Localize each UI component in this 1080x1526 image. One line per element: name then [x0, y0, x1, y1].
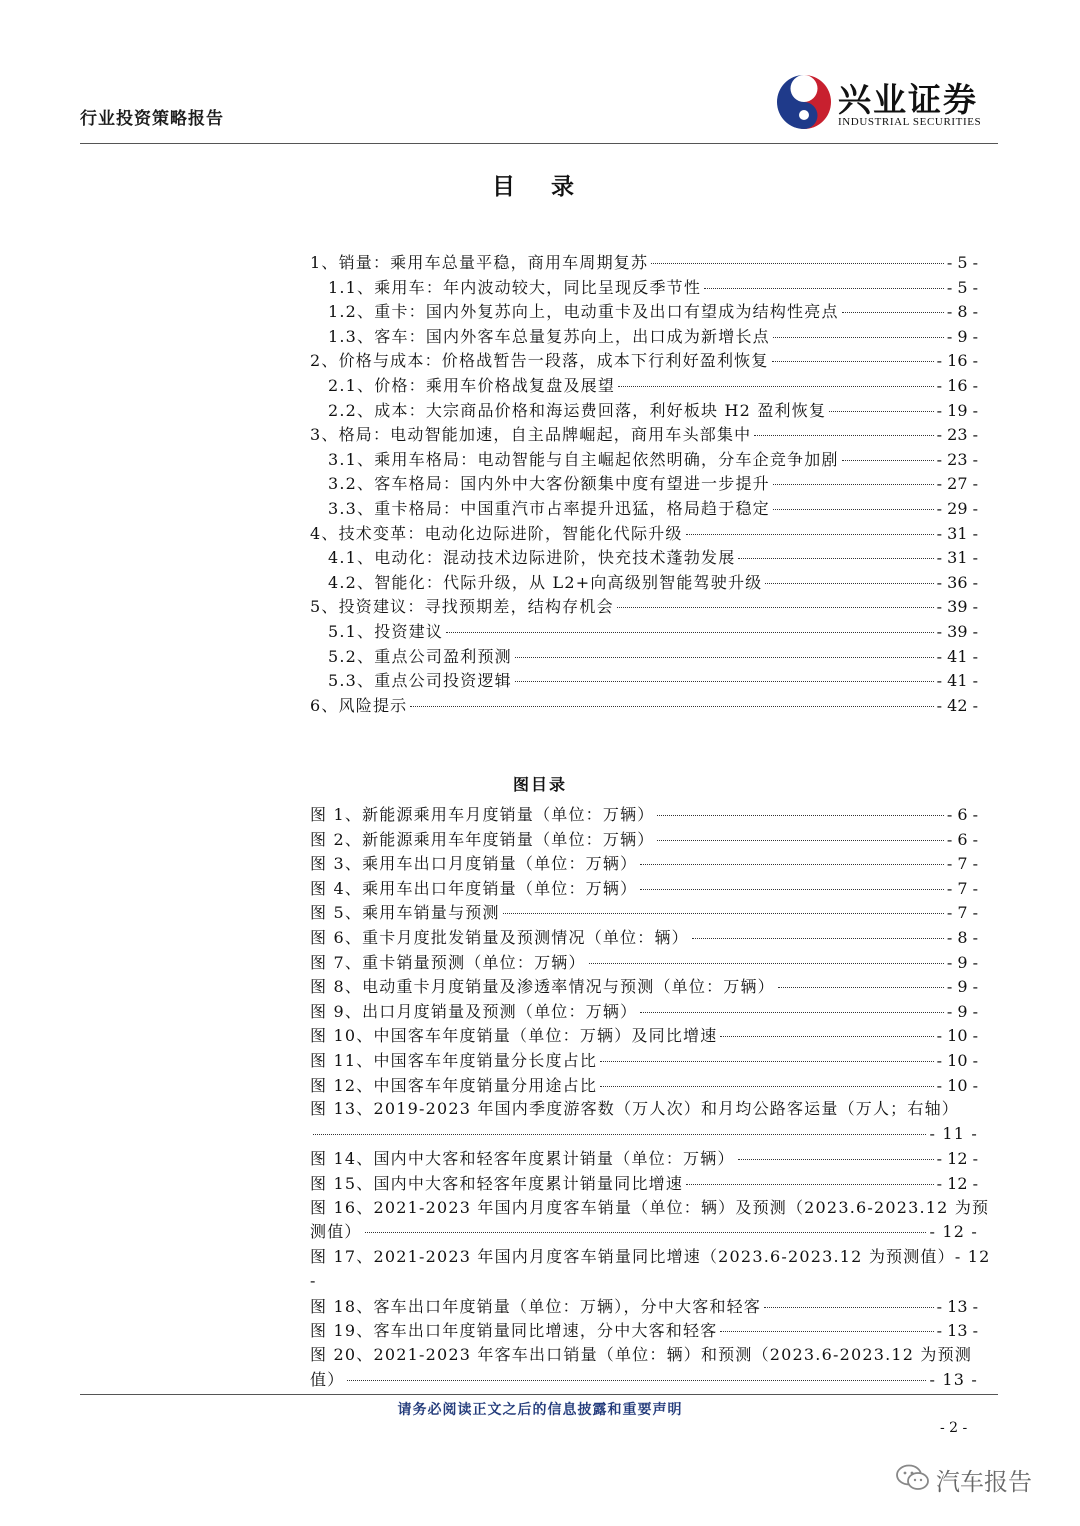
figure-entry-page: - 13 -: [929, 1369, 978, 1389]
figure-entry-page: - 7 -: [946, 878, 978, 898]
dot-leader: [842, 460, 934, 461]
toc-entry[interactable]: [310, 471, 978, 496]
figure-entry-page: - 7 -: [946, 903, 978, 923]
toc-entry[interactable]: [310, 570, 978, 595]
figure-entry[interactable]: [310, 1196, 990, 1245]
figure-entry-title: 图 1、新能源乘用车月度销量（单位：万辆）: [310, 805, 655, 824]
dot-leader: [754, 435, 933, 436]
toc-entry-title: 3.1、乘用车格局：电动智能与自主崛起依然明确，分车企竞争加剧: [328, 449, 839, 469]
figure-entry-title: 图 8、电动重卡月度销量及渗透率情况与预测（单位：万辆）: [310, 977, 775, 997]
figure-entry-title: 图 14、国内中大客和轻客年度累计销量（单位：万辆）: [310, 1149, 735, 1169]
company-logo: [776, 72, 996, 134]
dot-leader: [600, 1061, 934, 1062]
figure-entry-title-cont: 测值）: [310, 1222, 362, 1242]
dot-leader: [778, 987, 944, 988]
figure-entry-title: 图 6、重卡月度批发销量及预测情况（单位：辆）: [310, 927, 689, 947]
toc-entry-title: 5.3、重点公司投资逻辑: [328, 671, 512, 691]
toc-entry-title: 3.2、客车格局：国内外中大客份额集中度有望进一步提升: [328, 474, 770, 494]
dot-leader: [618, 386, 934, 387]
toc-entry-title: 3.3、重卡格局：中国重汽市占率提升迅猛，格局趋于稳定: [328, 498, 770, 518]
toc-entry[interactable]: [310, 299, 978, 324]
figure-entry-title: 图 16、2021-2023 年国内月度客车销量（单位：辆）及预测（2023.6-2023.12 为预: [310, 1197, 990, 1217]
toc-entry-page: - 29 -: [936, 498, 978, 518]
dot-leader: [773, 337, 944, 338]
dot-leader: [640, 864, 944, 865]
figure-entry[interactable]: [310, 851, 978, 876]
toc-entry[interactable]: [310, 373, 978, 398]
dot-leader: [686, 1184, 934, 1185]
figure-entry[interactable]: [310, 1048, 978, 1073]
dot-leader: [686, 534, 934, 535]
toc-entry-title: 1.3、客车：国内外客车总量复苏向上，出口成为新增长点: [328, 326, 770, 346]
dot-leader: [365, 1232, 927, 1233]
figure-entry-title: 图 19、客车出口年度销量同比增速，分中大客和轻客: [310, 1321, 718, 1341]
toc-entry-title: 5.2、重点公司盈利预测: [328, 646, 512, 666]
toc-entry[interactable]: [310, 496, 978, 521]
figure-entry[interactable]: [310, 802, 978, 827]
figure-entry-page: - 10 -: [936, 1050, 978, 1070]
dot-leader: [657, 815, 943, 816]
toc-entry-page: - 8 -: [946, 302, 978, 322]
figure-entry-page: - 8 -: [946, 927, 978, 947]
figure-entry-title: 图 9、出口月度销量及预测（单位：万辆）: [310, 1001, 638, 1021]
dot-leader: [773, 509, 934, 510]
figure-list: [310, 802, 991, 1392]
dot-leader: [589, 963, 944, 964]
toc-entry-title: 2.1、价格：乘用车价格战复盘及展望: [328, 375, 616, 395]
dot-leader: [515, 681, 934, 682]
figure-entry[interactable]: [310, 1343, 978, 1392]
dot-leader: [738, 558, 933, 559]
figure-entry-page: - 12 -: [936, 1173, 978, 1193]
toc-entry[interactable]: [310, 422, 978, 447]
figure-entry-continuation: [310, 1368, 978, 1393]
figure-entry[interactable]: [310, 925, 978, 950]
wechat-icon: [896, 1464, 930, 1492]
dot-leader: [720, 1331, 933, 1332]
figure-entry-title: 图 4、乘用车出口年度销量（单位：万辆）: [310, 878, 638, 898]
toc-entry-title: 4.1、电动化：混动技术边际进阶，快充技术蓬勃发展: [328, 548, 736, 568]
dot-leader: [617, 607, 934, 608]
toc-entry-page: - 41 -: [936, 646, 978, 666]
dot-leader: [738, 1159, 934, 1160]
figure-entry-page: - 9 -: [946, 977, 978, 997]
toc-entry[interactable]: [310, 693, 978, 718]
toc-entry-page: - 5 -: [946, 253, 978, 272]
dot-leader: [829, 411, 934, 412]
toc-entry[interactable]: [310, 324, 978, 349]
logo-english-name: INDUSTRIAL SECURITIES: [838, 116, 982, 128]
dot-leader: [720, 1036, 933, 1037]
dot-leader: [640, 889, 944, 890]
figure-entry[interactable]: [310, 999, 978, 1024]
dot-leader: [446, 632, 934, 633]
toc-entry[interactable]: [310, 644, 978, 669]
toc-entry[interactable]: [310, 447, 978, 472]
page-number: - 2 -: [940, 1420, 968, 1436]
figure-entry-title-cont: -: [310, 1271, 317, 1291]
toc-entry-page: - 36 -: [936, 572, 978, 592]
toc-entry[interactable]: [310, 250, 978, 275]
dot-leader: [515, 657, 934, 658]
figure-list-title: 图目录: [512, 775, 567, 794]
dot-leader: [692, 938, 944, 939]
dot-leader: [410, 706, 933, 707]
toc-entry-page: - 41 -: [936, 671, 978, 691]
toc-entry-title: 4.2、智能化：代际升级，从 L2+向高级别智能驾驶升级: [328, 572, 763, 592]
figure-entry-title: 图 13、2019-2023 年国内季度游客数（万人次）和月均公路客运量（万人；右轴）: [310, 1099, 959, 1119]
dot-leader: [772, 361, 934, 362]
figure-entry[interactable]: [310, 1146, 978, 1171]
figure-entry-page: - 10 -: [936, 1026, 978, 1046]
figure-entry-title: 图 5、乘用车销量与预测: [310, 903, 500, 923]
figure-entry-continuation: [310, 1122, 978, 1147]
toc-entry[interactable]: [310, 668, 978, 693]
industrial-securities-logo-icon: [776, 74, 832, 130]
figure-entry-title: 图 3、乘用车出口月度销量（单位：万辆）: [310, 854, 638, 874]
toc-entry-page: - 42 -: [936, 695, 978, 715]
dot-leader: [651, 263, 944, 264]
figure-entry[interactable]: [310, 974, 978, 999]
dot-leader: [640, 1012, 944, 1013]
table-of-contents: [310, 250, 978, 717]
dot-leader: [657, 840, 943, 841]
toc-entry-title: 5.1、投资建议: [328, 621, 444, 641]
toc-entry-page: - 23 -: [936, 425, 978, 445]
figure-entry-page: - 9 -: [946, 952, 978, 972]
toc-entry[interactable]: [310, 398, 978, 423]
toc-entry-page: - 16 -: [936, 351, 978, 371]
figure-entry-title: 图 20、2021-2023 年客车出口销量（单位：辆）和预测（2023.6-2023.12 为预测: [310, 1345, 973, 1365]
toc-entry-title: 3、格局：电动智能加速，自主品牌崛起，商用车头部集中: [310, 425, 752, 445]
figure-entry-page: - 12 -: [936, 1149, 978, 1169]
figure-entry[interactable]: [310, 950, 978, 975]
footer-divider: [80, 1394, 998, 1395]
toc-entry-title: 2.2、成本：大宗商品价格和海运费回落，利好板块 H2 盈利恢复: [328, 400, 827, 420]
toc-entry-page: - 5 -: [946, 277, 978, 297]
figure-entry-title: 图 15、国内中大客和轻客年度累计销量同比增速: [310, 1173, 684, 1193]
figure-entry[interactable]: [310, 1073, 978, 1098]
watermark-text: 汽车报告: [936, 1468, 1032, 1496]
dot-leader: [347, 1380, 926, 1381]
report-type-label: 行业投资策略报告: [80, 109, 224, 129]
figure-entry-page: - 12 -: [929, 1222, 978, 1242]
toc-entry[interactable]: [310, 521, 978, 546]
figure-entry[interactable]: [310, 1294, 978, 1319]
figure-entry[interactable]: [310, 1245, 991, 1294]
toc-entry-page: - 39 -: [936, 621, 978, 641]
toc-entry-title: 1.2、重卡：国内外复苏向上，电动重卡及出口有望成为结构性亮点: [328, 302, 839, 322]
toc-entry[interactable]: [310, 275, 978, 300]
figure-entry-title: 图 7、重卡销量预测（单位：万辆）: [310, 952, 586, 972]
figure-entry-page: - 11 -: [929, 1123, 978, 1143]
figure-entry[interactable]: [310, 1023, 978, 1048]
logo-chinese-name: 兴业证券: [838, 80, 978, 119]
toc-entry[interactable]: [310, 545, 978, 570]
watermark: [896, 1460, 1056, 1496]
figure-entry-page: - 6 -: [946, 829, 978, 849]
toc-entry-page: - 31 -: [936, 548, 978, 568]
figure-entry-page: - 9 -: [946, 1001, 978, 1021]
toc-entry-page: - 31 -: [936, 523, 978, 543]
figure-entry-continuation: [310, 1269, 978, 1294]
figure-entry[interactable]: [310, 827, 978, 852]
figure-entry-title: 图 11、中国客车年度销量分长度占比: [310, 1050, 598, 1070]
toc-entry-title: 6、风险提示: [310, 695, 408, 715]
figure-entry-title: 图 2、新能源乘用车年度销量（单位：万辆）: [310, 829, 655, 849]
dot-leader: [773, 484, 934, 485]
dot-leader: [842, 312, 944, 313]
dot-leader: [503, 913, 944, 914]
toc-entry[interactable]: [310, 619, 978, 644]
figure-entry-page: - 13 -: [936, 1321, 978, 1341]
toc-entry-page: - 9 -: [946, 326, 978, 346]
toc-entry[interactable]: [310, 594, 978, 619]
figure-entry-title: 图 18、客车出口年度销量（单位：万辆），分中大客和轻客: [310, 1296, 762, 1316]
toc-entry-title: 1、销量：乘用车总量平稳，商用车周期复苏: [310, 253, 649, 272]
dot-leader: [765, 583, 933, 584]
figure-entry-continuation: [310, 1220, 978, 1245]
toc-entry-page: - 19 -: [936, 400, 978, 420]
figure-entry[interactable]: [310, 1318, 978, 1343]
figure-entry-page: - 7 -: [946, 854, 978, 874]
figure-entry[interactable]: [310, 1097, 978, 1146]
toc-entry-page: - 39 -: [936, 597, 978, 617]
header-divider: [80, 143, 998, 144]
toc-entry-title: 2、价格与成本：价格战暂告一段落，成本下行利好盈利恢复: [310, 351, 769, 371]
figure-entry-title-cont: 值）: [310, 1369, 345, 1389]
dot-leader: [704, 288, 944, 289]
toc-entry-page: - 27 -: [936, 474, 978, 494]
disclaimer-notice: 请务必阅读正文之后的信息披露和重要声明: [397, 1402, 683, 1418]
dot-leader: [764, 1307, 934, 1308]
figure-entry-page: - 13 -: [936, 1296, 978, 1316]
figure-entry[interactable]: [310, 1171, 978, 1196]
figure-entry-page: - 10 -: [936, 1075, 978, 1095]
toc-entry-title: 5、投资建议：寻找预期差，结构存机会: [310, 597, 614, 617]
toc-entry-title: 1.1、乘用车：年内波动较大，同比呈现反季节性: [328, 277, 702, 297]
toc-entry-title: 4、技术变革：电动化边际进阶，智能化代际升级: [310, 523, 683, 543]
toc-entry[interactable]: [310, 348, 978, 373]
toc-entry-page: - 16 -: [936, 375, 978, 395]
figure-entry[interactable]: [310, 900, 978, 925]
figure-entry-title: 图 10、中国客车年度销量（单位：万辆）及同比增速: [310, 1026, 718, 1046]
dot-leader: [600, 1086, 934, 1087]
dot-leader: [313, 1134, 926, 1135]
figure-entry-title: 图 12、中国客车年度销量分用途占比: [310, 1075, 598, 1095]
toc-title: 目 录: [491, 174, 588, 200]
figure-entry[interactable]: [310, 876, 978, 901]
toc-entry-page: - 23 -: [936, 449, 978, 469]
figure-entry-title: 图 17、2021-2023 年国内月度客车销量同比增速（2023.6-2023.12 为预测值）- 12: [310, 1246, 991, 1266]
figure-entry-page: - 6 -: [946, 805, 978, 824]
